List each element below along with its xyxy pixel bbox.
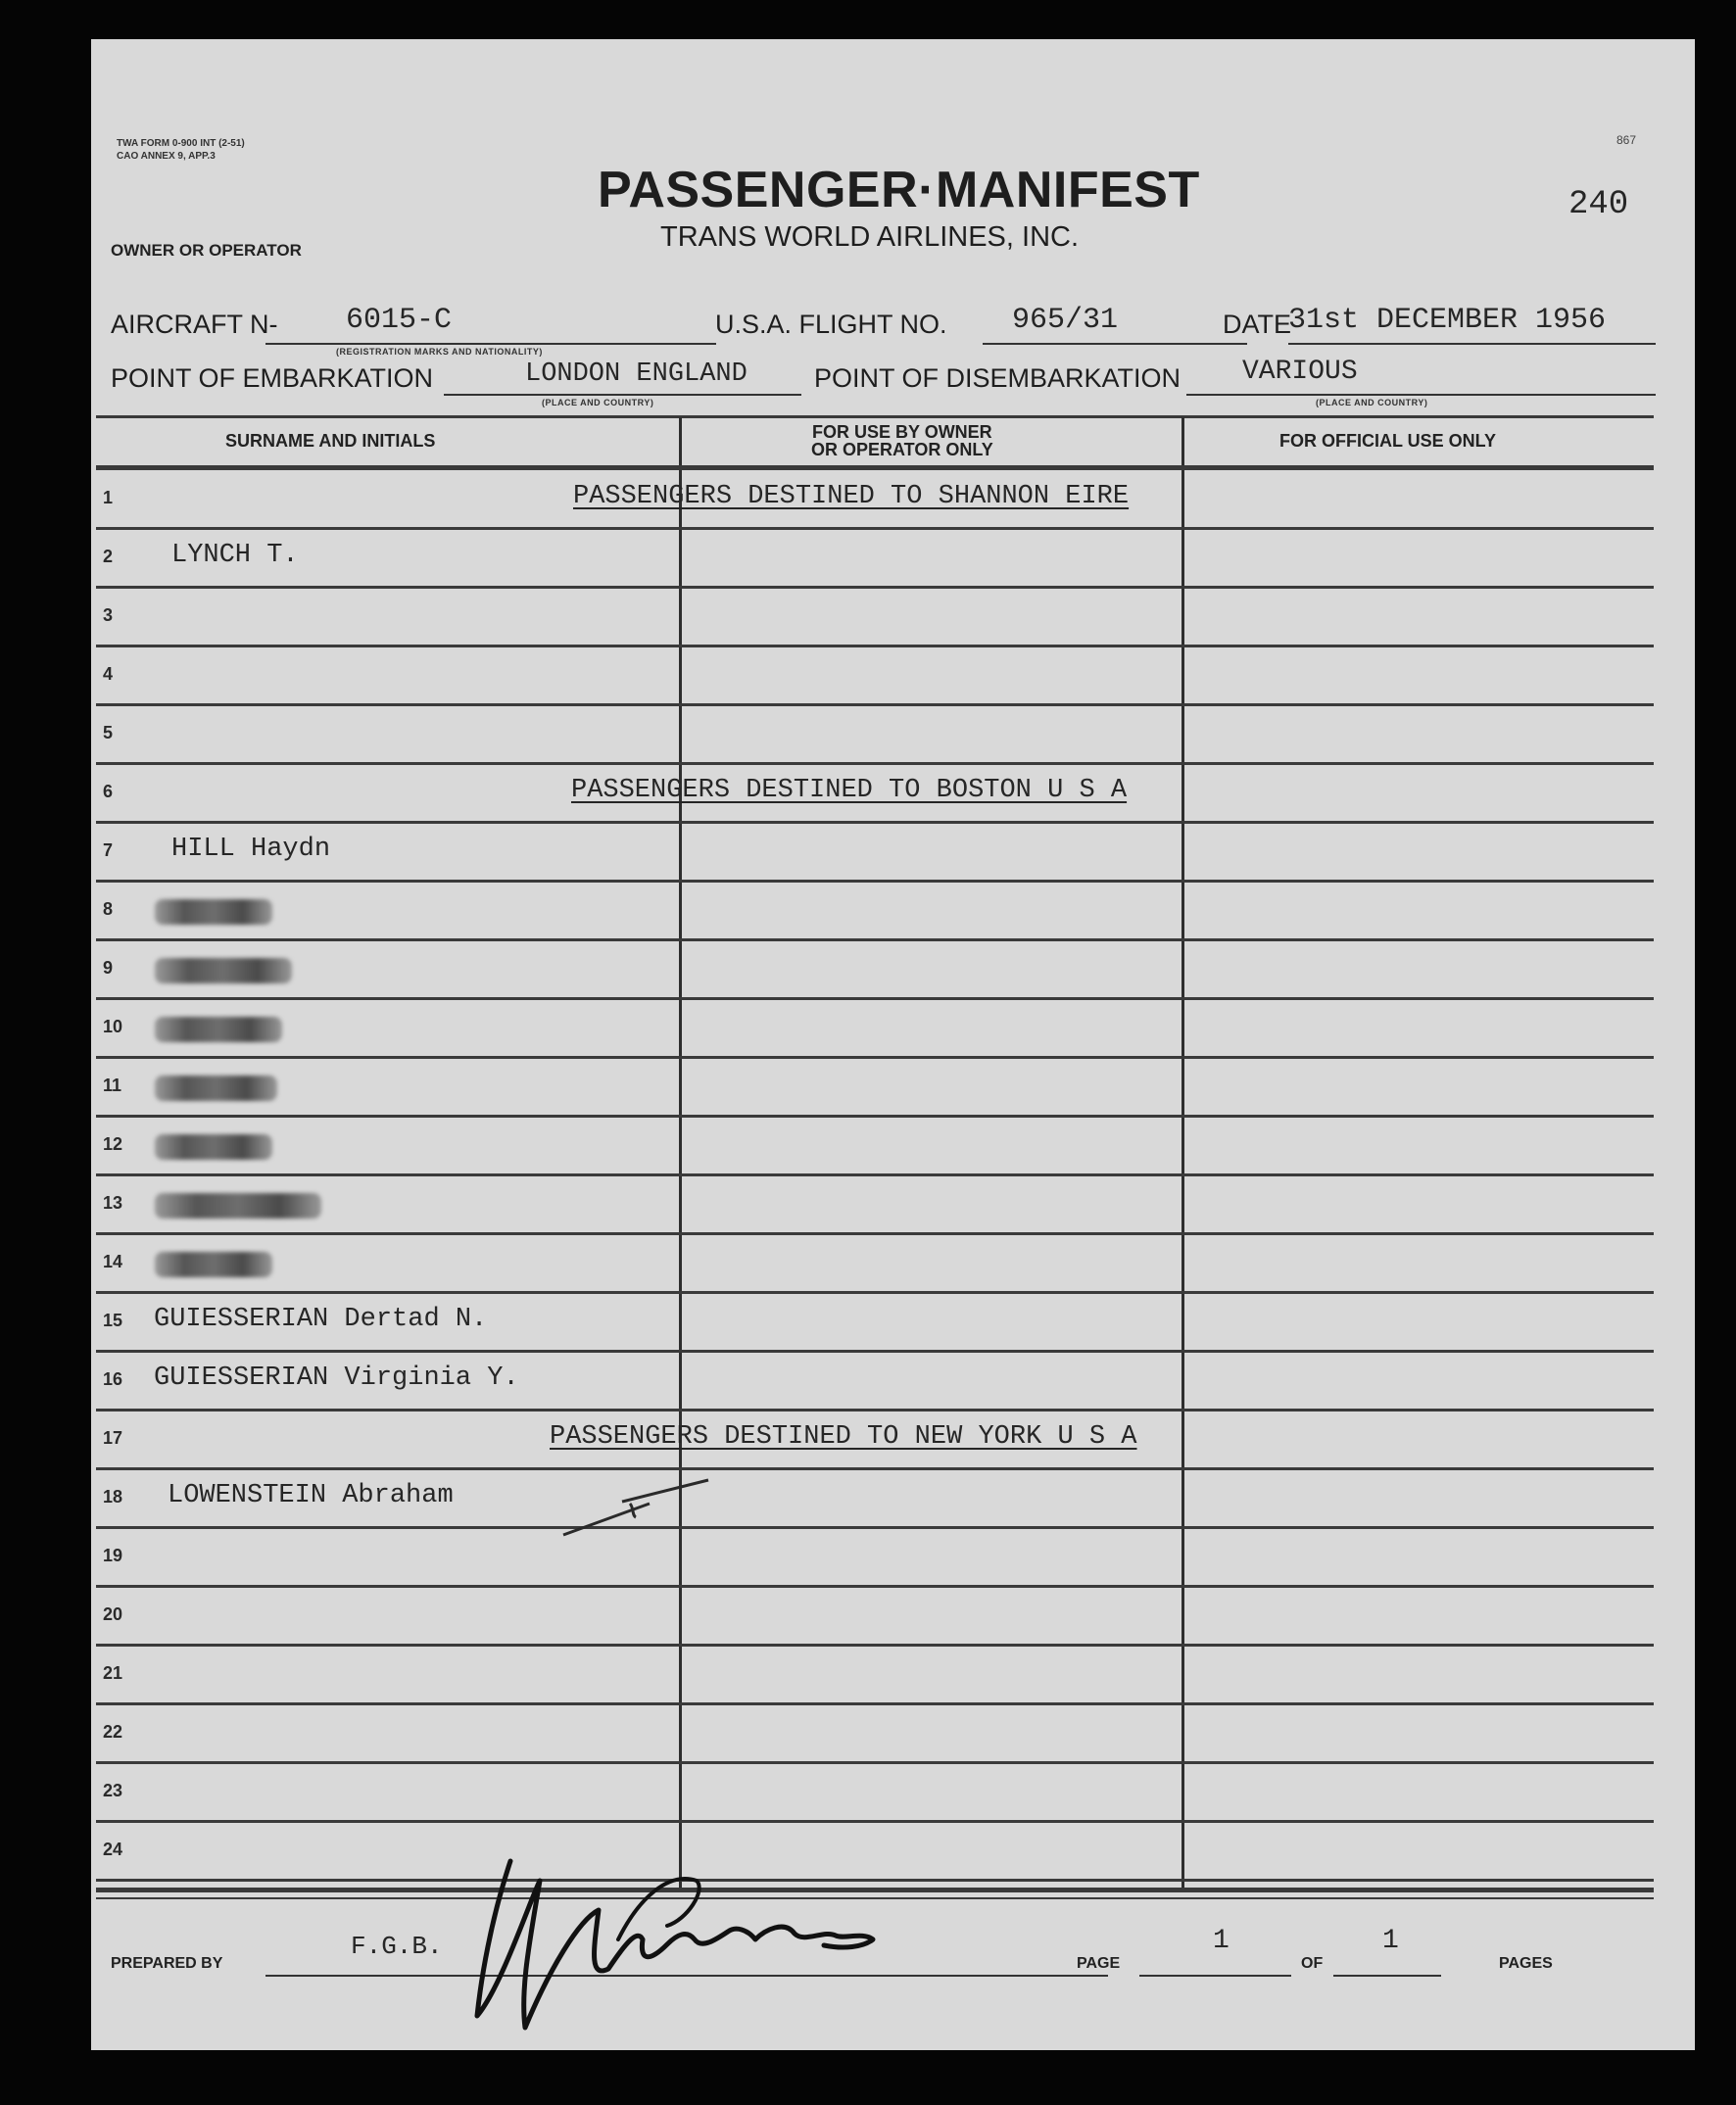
redacted-name <box>155 1252 272 1277</box>
row-number: 10 <box>103 1017 123 1036</box>
row-number: 15 <box>103 1311 123 1330</box>
airline-name: TRANS WORLD AIRLINES, INC. <box>660 221 1080 253</box>
disembarkation-sublabel: (PLACE AND COUNTRY) <box>1316 398 1428 407</box>
stamped-number: 240 <box>1568 186 1629 223</box>
aircraft-label: AIRCRAFT N- <box>111 310 278 339</box>
prepared-by-label: PREPARED BY <box>111 1955 223 1972</box>
passenger-name: LOWENSTEIN Abraham <box>168 1481 454 1510</box>
row-rule <box>96 586 1654 589</box>
redacted-name <box>155 1076 277 1101</box>
redacted-name <box>155 1134 272 1160</box>
redacted-name <box>155 1017 282 1042</box>
page-corner-number: 867 <box>1616 133 1637 147</box>
redacted-name <box>155 958 292 983</box>
owner-use-line-1: FOR USE BY OWNER <box>812 422 992 442</box>
row-rule <box>96 527 1654 530</box>
embarkation-sublabel: (PLACE AND COUNTRY) <box>542 398 654 407</box>
row-number: 18 <box>103 1487 123 1507</box>
row-number: 8 <box>103 899 114 919</box>
destination-section-header: PASSENGERS DESTINED TO BOSTON U S A <box>571 776 1128 805</box>
row-number: 11 <box>103 1076 122 1095</box>
owner-use-line-2: OR OPERATOR ONLY <box>811 440 993 459</box>
destination-section-header: PASSENGERS DESTINED TO SHANNON EIRE <box>573 482 1130 511</box>
row-number: 24 <box>103 1840 123 1859</box>
manifest-sheet <box>91 39 1695 2050</box>
column-header-official: FOR OFFICIAL USE ONLY <box>1279 431 1497 451</box>
row-rule <box>96 1585 1654 1588</box>
row-number: 20 <box>103 1604 123 1624</box>
disembarkation-label: POINT OF DISEMBARKATION <box>814 363 1181 393</box>
aircraft-sublabel: (REGISTRATION MARKS AND NATIONALITY) <box>336 347 543 357</box>
passenger-name: LYNCH T. <box>171 541 299 570</box>
form-code-line-1: TWA FORM 0-900 INT (2-51) <box>117 138 245 149</box>
row-rule <box>96 1526 1654 1529</box>
passenger-name: HILL Haydn <box>171 835 331 864</box>
row-number: 13 <box>103 1193 123 1213</box>
row-number: 17 <box>103 1428 123 1448</box>
signature <box>471 1842 902 2037</box>
page-label: PAGE <box>1077 1955 1121 1972</box>
passenger-name: GUIESSERIAN Virginia Y. <box>154 1363 519 1393</box>
aircraft-value: 6015-C <box>346 304 453 337</box>
column-divider-2 <box>1181 417 1184 1888</box>
row-number: 16 <box>103 1369 123 1389</box>
row-number: 19 <box>103 1546 123 1565</box>
form-code-line-2: CAO ANNEX 9, APP.3 <box>117 151 216 162</box>
column-divider-1 <box>679 417 682 1888</box>
row-rule <box>96 1056 1654 1059</box>
row-rule <box>96 1350 1654 1353</box>
row-number: 5 <box>103 723 114 742</box>
row-rule <box>96 1644 1654 1647</box>
row-number: 6 <box>103 782 114 801</box>
row-number: 22 <box>103 1722 123 1742</box>
passenger-name: GUIESSERIAN Dertad N. <box>154 1305 488 1334</box>
row-number: 3 <box>103 605 114 625</box>
row-rule <box>96 762 1654 765</box>
redacted-name <box>155 899 272 925</box>
row-rule <box>96 1820 1654 1823</box>
row-rule <box>96 821 1654 824</box>
flight-value: 965/31 <box>1012 304 1119 337</box>
of-label: OF <box>1301 1955 1324 1972</box>
of-value: 1 <box>1382 1926 1399 1956</box>
date-label: DATE <box>1223 310 1292 339</box>
pages-label: PAGES <box>1499 1955 1553 1972</box>
row-rule <box>96 1761 1654 1764</box>
row-rule <box>96 1409 1654 1411</box>
row-rule <box>96 1702 1654 1705</box>
date-value: 31st DECEMBER 1956 <box>1288 304 1607 337</box>
row-number: 21 <box>103 1663 123 1683</box>
embarkation-value: LONDON ENGLAND <box>525 359 747 389</box>
row-rule <box>96 703 1654 706</box>
page-title: PASSENGER·MANIFEST <box>598 162 1200 218</box>
flight-label: U.S.A. FLIGHT NO. <box>715 310 947 339</box>
form-code <box>117 137 245 163</box>
disembarkation-value: VARIOUS <box>1242 357 1358 387</box>
row-rule <box>96 1291 1654 1294</box>
redacted-name <box>155 1193 321 1219</box>
row-number: 12 <box>103 1134 123 1154</box>
row-number: 1 <box>103 488 114 507</box>
row-number: 4 <box>103 664 114 684</box>
row-rule <box>96 997 1654 1000</box>
row-rule <box>96 1173 1654 1176</box>
column-header-owner-use <box>811 423 993 458</box>
row-rule <box>96 1115 1654 1118</box>
row-rule <box>96 1232 1654 1235</box>
row-rule <box>96 1467 1654 1470</box>
prepared-by-value: F.G.B. <box>351 1932 443 1961</box>
destination-section-header: PASSENGERS DESTINED TO NEW YORK U S A <box>550 1422 1137 1452</box>
tick-mark <box>561 1474 718 1543</box>
row-number: 23 <box>103 1781 123 1800</box>
row-number: 9 <box>103 958 114 978</box>
page-value: 1 <box>1213 1926 1230 1956</box>
row-number: 2 <box>103 547 114 566</box>
row-number: 14 <box>103 1252 123 1271</box>
embarkation-label: POINT OF EMBARKATION <box>111 363 434 393</box>
row-number: 7 <box>103 840 114 860</box>
column-header-surname: SURNAME AND INITIALS <box>225 431 436 451</box>
row-rule <box>96 880 1654 883</box>
owner-operator-label: OWNER OR OPERATOR <box>111 241 302 260</box>
row-rule <box>96 938 1654 941</box>
row-rule <box>96 645 1654 647</box>
